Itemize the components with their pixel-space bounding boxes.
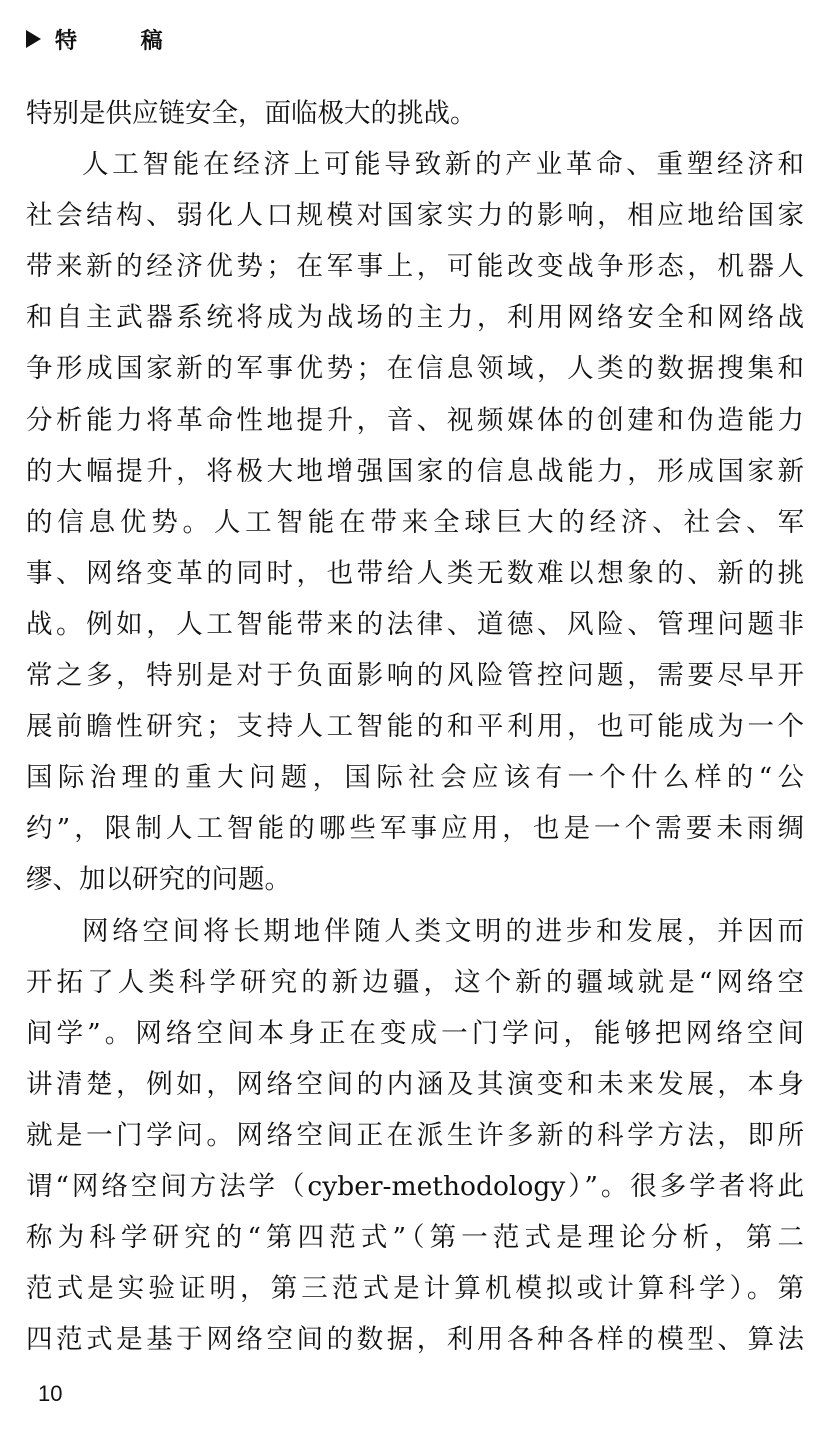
triangle-marker-icon	[26, 30, 41, 48]
text-line: 带来新的经济优势；在军事上，可能改变战争形态，机器人	[26, 251, 804, 283]
text-line: 人工智能在经济上可能导致新的产业革命、重塑经济和	[82, 149, 804, 181]
text-line: 的信息优势。人工智能在带来全球巨大的经济、社会、军	[26, 506, 804, 538]
text-line: 和自主武器系统将成为战场的主力，利用网络安全和网络战	[26, 302, 804, 334]
text-line: 展前瞻性研究；支持人工智能的和平利用，也可能成为一个	[26, 711, 804, 743]
text-line: 范式是实验证明，第三范式是计算机模拟或计算科学）。第	[26, 1273, 804, 1305]
text-line: 开拓了人类科学研究的新边疆，这个新的疆域就是“网络空	[26, 966, 804, 998]
text-line: 战。例如，人工智能带来的法律、道德、风险、管理问题非	[26, 608, 804, 640]
text-line: 谓“网络空间方法学（cyber-methodology）”。很多学者将此	[26, 1170, 804, 1202]
text-line: 约”，限制人工智能的哪些军事应用，也是一个需要未雨绸	[26, 813, 804, 845]
section-title: 特 稿	[55, 27, 191, 54]
running-header	[26, 24, 191, 54]
text-line: 就是一门学问。网络空间正在派生许多新的科学方法，即所	[26, 1119, 804, 1151]
text-line: 事、网络变革的同时，也带给人类无数难以想象的、新的挑	[26, 557, 804, 589]
text-line: 国际治理的重大问题，国际社会应该有一个什么样的“公	[26, 762, 804, 794]
body-text	[26, 88, 804, 1365]
text-line: 争形成国家新的军事优势；在信息领域，人类的数据搜集和	[26, 353, 804, 385]
text-line: 分析能力将革命性地提升，音、视频媒体的创建和伪造能力	[26, 404, 804, 436]
text-line: 网络空间将长期地伴随人类文明的进步和发展，并因而	[82, 915, 804, 947]
text-line: 特别是供应链安全，面临极大的挑战。	[26, 98, 477, 129]
text-line: 社会结构、弱化人口规模对国家实力的影响，相应地给国家	[26, 200, 804, 232]
text-line: 讲清楚，例如，网络空间的内涵及其演变和未来发展，本身	[26, 1068, 804, 1100]
text-line: 间学”。网络空间本身正在变成一门学问，能够把网络空间	[26, 1017, 804, 1049]
text-line: 称为科学研究的“第四范式”（第一范式是理论分析，第二	[26, 1222, 804, 1254]
text-line: 四范式是基于网络空间的数据，利用各种各样的模型、算法	[26, 1324, 804, 1356]
text-line: 缪、加以研究的问题。	[26, 864, 291, 896]
page-number: 10	[38, 1381, 63, 1406]
text-line: 的大幅提升，将极大地增强国家的信息战能力，形成国家新	[26, 455, 804, 487]
text-line: 常之多，特别是对于负面影响的风险管控问题，需要尽早开	[26, 660, 804, 692]
